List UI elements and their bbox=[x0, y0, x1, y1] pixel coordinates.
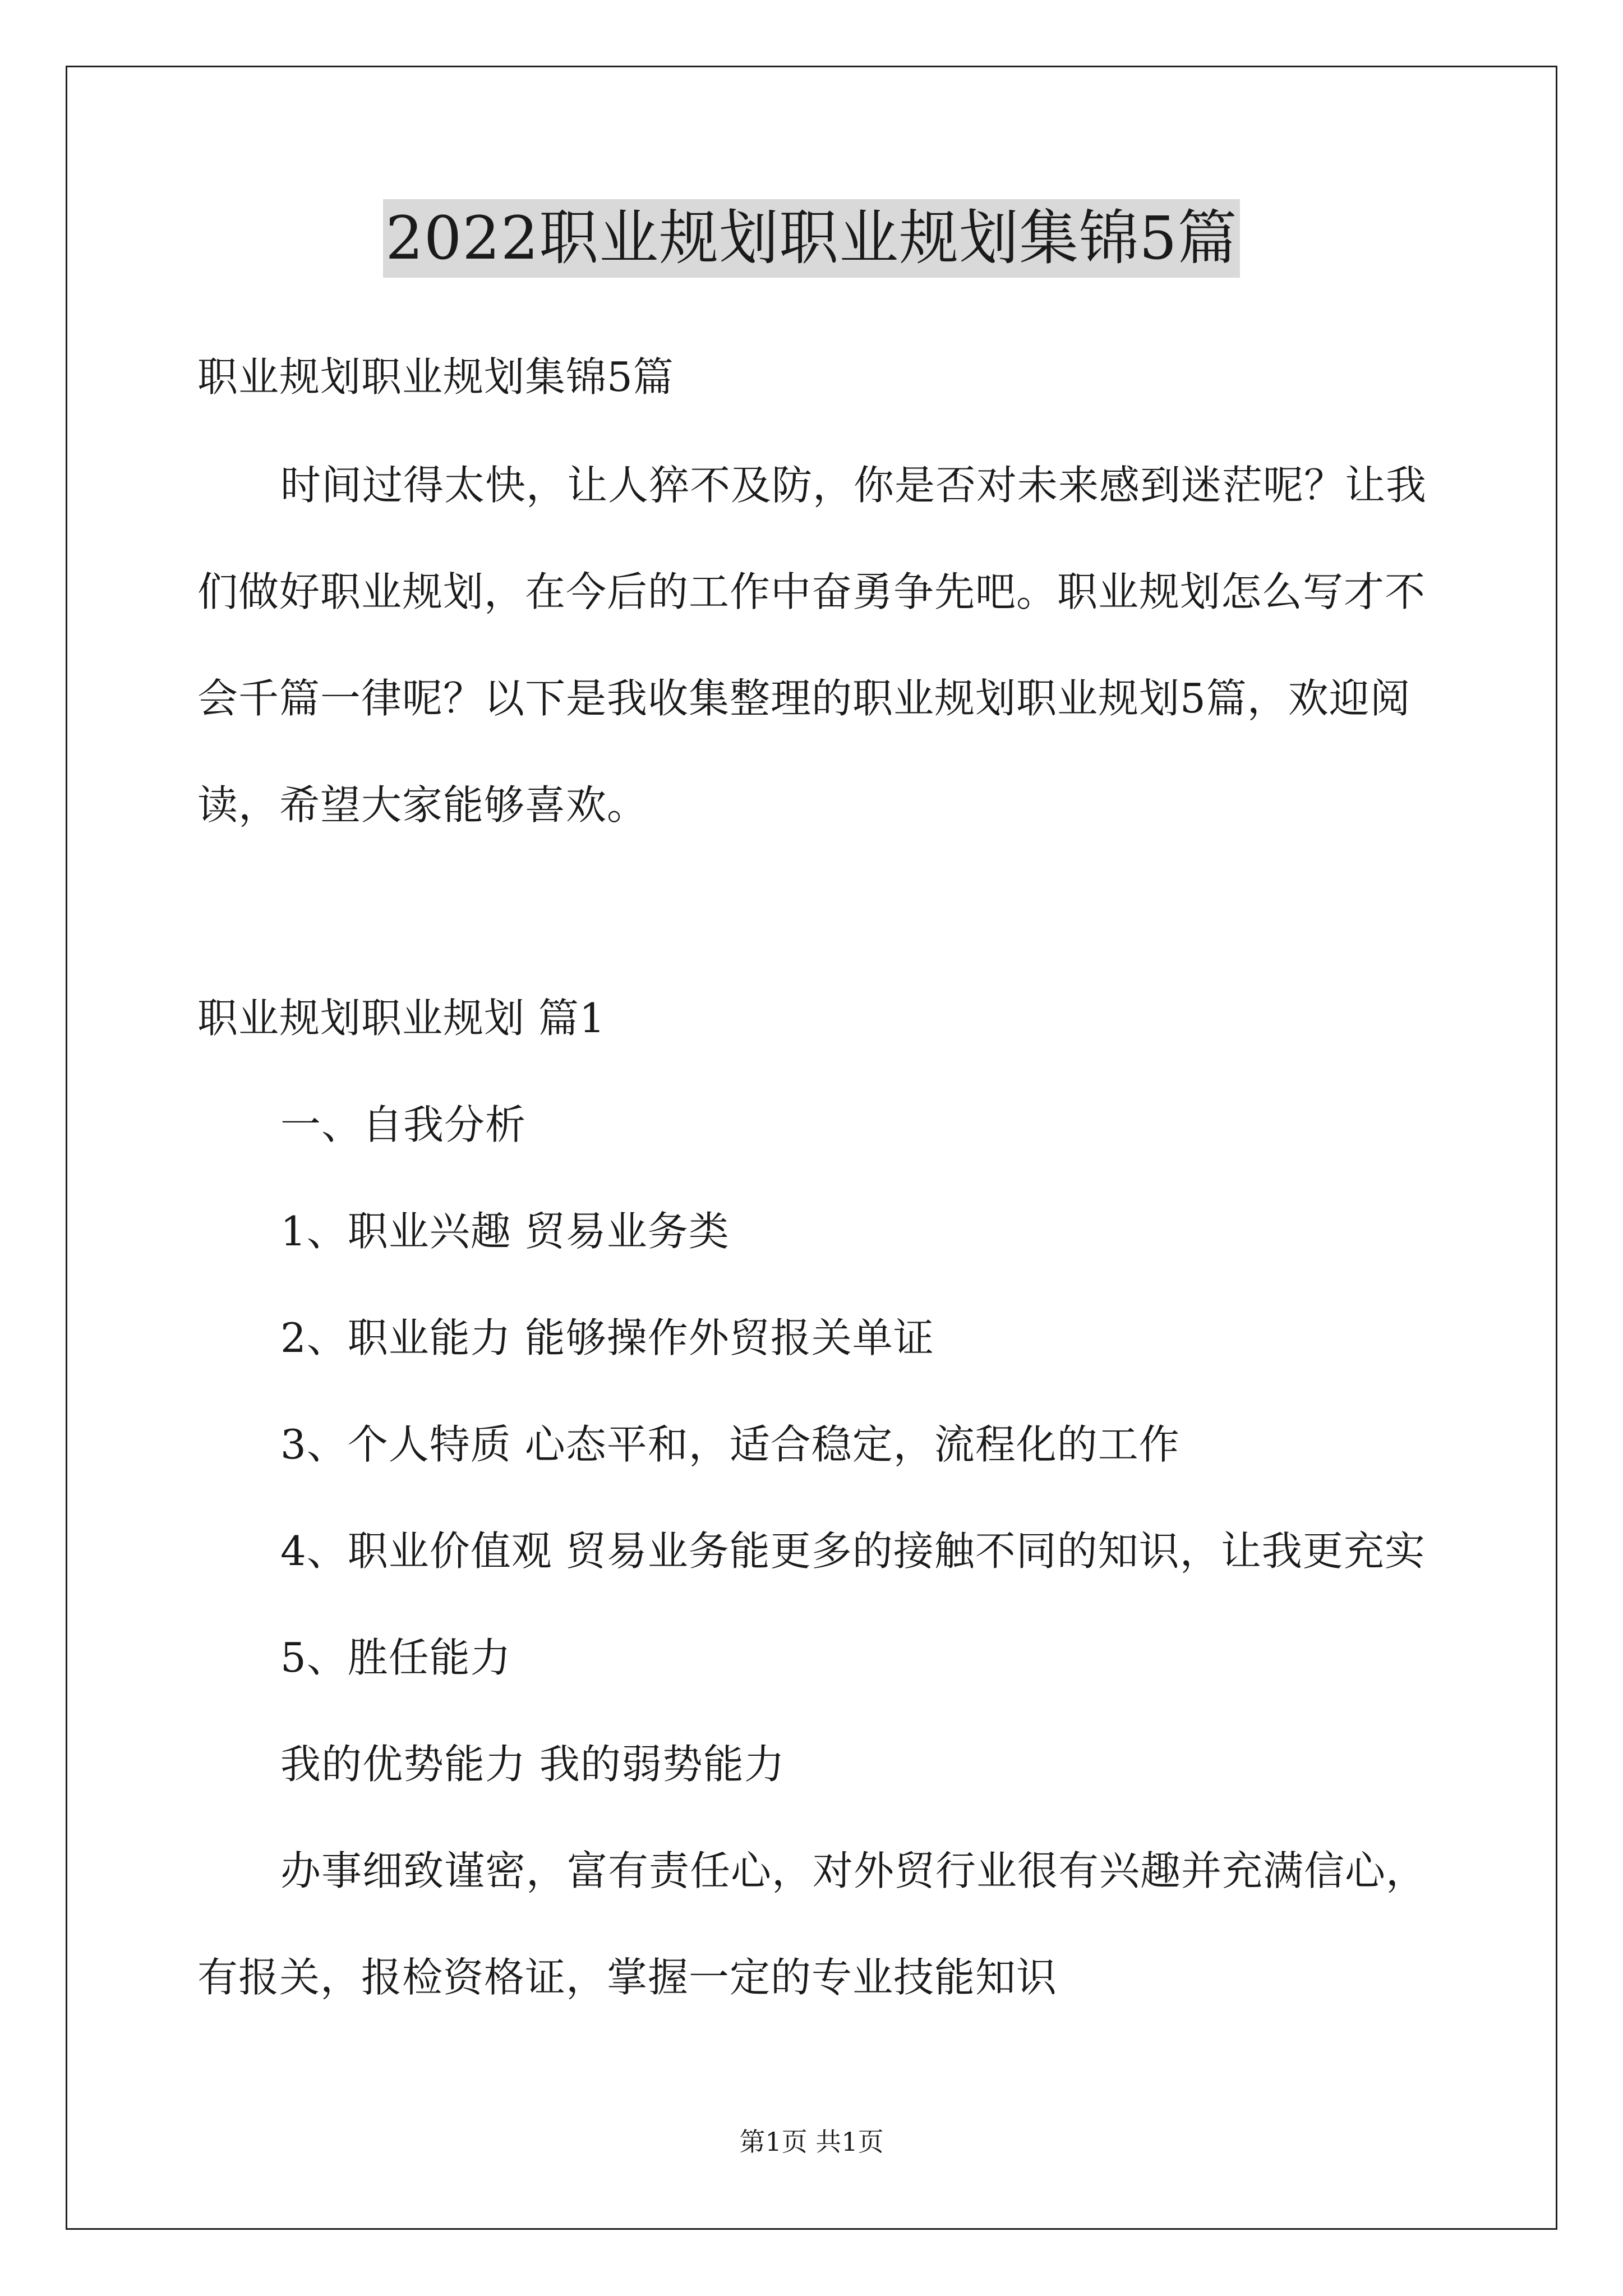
intro-line-4: 读，希望大家能够喜欢。 bbox=[197, 781, 648, 829]
body-line-1: 一、自我分析 bbox=[280, 1101, 527, 1148]
document-title: 2022职业规划职业规划集锦5篇 bbox=[383, 199, 1239, 278]
section-heading: 职业规划职业规划 篇1 bbox=[197, 995, 606, 1042]
body-line-6: 5、胜任能力 bbox=[280, 1634, 511, 1681]
intro-line-2: 们做好职业规划，在今后的工作中奋勇争先吧。职业规划怎么写才不 bbox=[197, 568, 1426, 615]
intro-line-1: 时间过得太快，让人猝不及防，你是否对未来感到迷茫呢？让我 bbox=[280, 462, 1427, 509]
body-line-2: 1、职业兴趣 贸易业务类 bbox=[280, 1208, 730, 1255]
body-line-7: 我的优势能力 我的弱势能力 bbox=[280, 1741, 785, 1788]
body-line-4: 3、个人特质 心态平和，适合稳定，流程化的工作 bbox=[280, 1421, 1180, 1468]
subtitle: 职业规划职业规划集锦5篇 bbox=[197, 353, 674, 401]
title-wrap bbox=[0, 199, 1623, 278]
intro-line-3: 会千篇一律呢？以下是我收集整理的职业规划职业规划5篇，欢迎阅 bbox=[197, 675, 1411, 722]
body-line-8: 办事细致谨密，富有责任心，对外贸行业很有兴趣并充满信心， bbox=[280, 1847, 1427, 1894]
body-line-9: 有报关，报检资格证，掌握一定的专业技能知识 bbox=[197, 1954, 1058, 2001]
page-footer: 第1页 共1页 bbox=[739, 2127, 884, 2157]
body-line-5: 4、职业价值观 贸易业务能更多的接触不同的知识，让我更充实 bbox=[280, 1527, 1426, 1575]
body-line-3: 2、职业能力 能够操作外贸报关单证 bbox=[280, 1314, 934, 1361]
